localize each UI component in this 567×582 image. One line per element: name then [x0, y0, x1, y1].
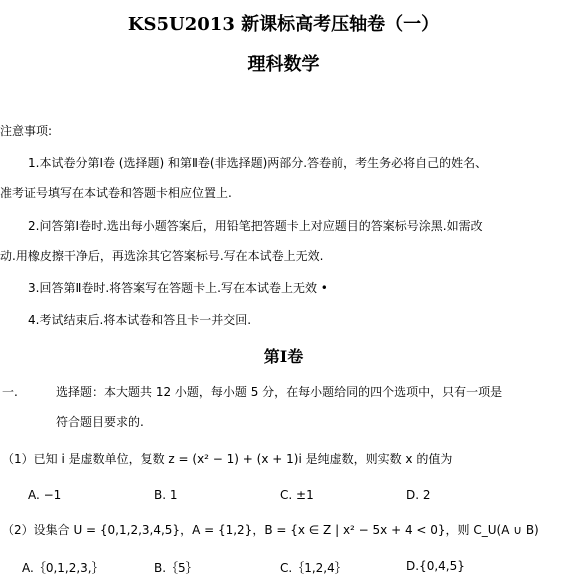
question-2-stem: （2）设集合 U = {0,1,2,3,4,5}，A = {1,2}，B = {x ∈ Z | x² − 5x + 4 < 0}，则 C_U(A ∪ B) [2, 523, 539, 537]
question-1-option-a: A. −1 [28, 488, 62, 502]
document-title: KS5U2013 新课标高考压轴卷（一） [127, 14, 440, 35]
question-2-option-c: C.｛1,2,4｝ [280, 561, 347, 575]
notice-item-2-line-2: 动.用橡皮擦干净后，再选涂其它答案标号.写在本试卷上无效. [0, 249, 324, 263]
question-1-option-c: C. ±1 [280, 488, 314, 502]
question-1-stem: （1）已知 i 是虚数单位，复数 z = (x² − 1) + (x + 1)i 是纯虚数，则实数 x 的值为 [2, 452, 453, 466]
question-1-option-d: D. 2 [406, 488, 431, 502]
notice-item-4: 4.考试结束后.将本试卷和答且卡一并交回. [28, 313, 252, 327]
notice-item-1-line-1: 1.本试卷分第Ⅰ卷 (选择题) 和第Ⅱ卷(非选择题)两部分.答卷前，考生务必将自己的姓名、 [28, 156, 488, 170]
notice-label: 注意事项: [0, 124, 53, 138]
document-subtitle: 理科数学 [247, 54, 320, 75]
section-title: 第Ⅰ卷 [263, 347, 304, 366]
notice-item-1-line-2: 准考证号填写在本试卷和答题卡相应位置上. [0, 186, 232, 200]
part-instructions-line-1: 选择题：本大题共 12 小题，每小题 5 分，在每小题给同的四个选项中，只有一项是 [56, 385, 503, 399]
notice-item-2-line-1: 2.问答第Ⅰ卷时.选出每小题答案后，用铅笔把答题卡上对应题目的答案标号涂黑.如需改 [28, 219, 483, 233]
notice-item-3: 3.回答第Ⅱ卷时.将答案写在答题卡上.写在本试卷上无效 • [28, 281, 328, 295]
question-1-option-b: B. 1 [154, 488, 178, 502]
question-2-option-a: A.｛0,1,2,3,｝ [22, 561, 104, 575]
part-instructions-line-2: 符合题目要求的. [56, 415, 144, 429]
question-2-option-d: D.{0,4,5} [406, 559, 465, 573]
part-number: 一. [2, 385, 18, 399]
question-2-option-b: B.｛5｝ [154, 561, 198, 575]
